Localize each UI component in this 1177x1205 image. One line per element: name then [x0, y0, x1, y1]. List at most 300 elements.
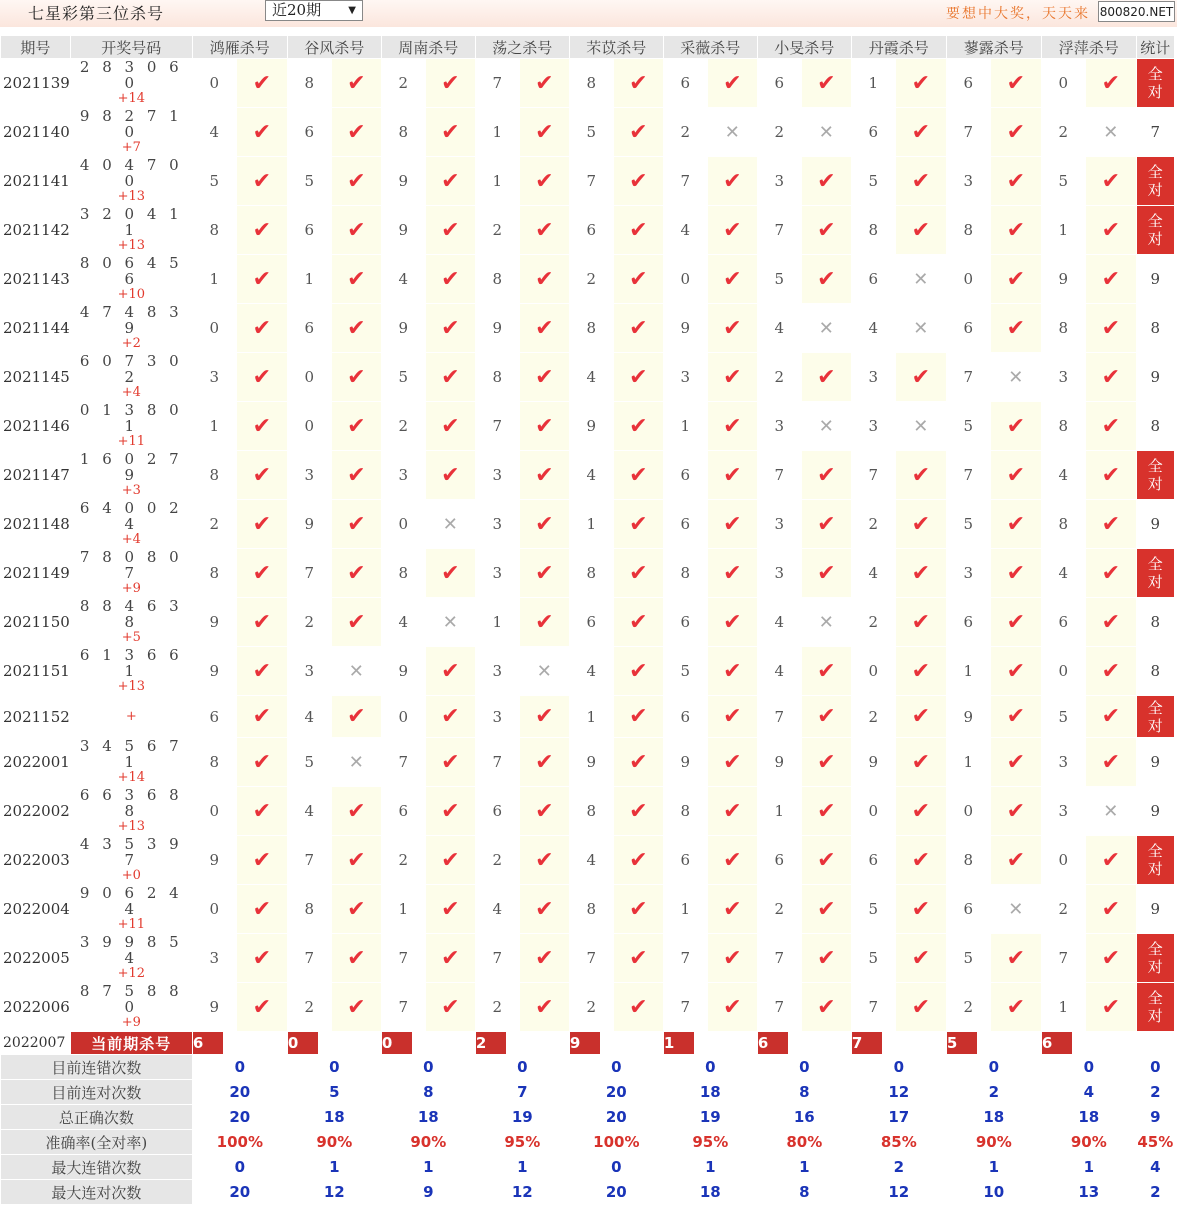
check-icon: ✔	[1101, 462, 1121, 488]
result-cell	[707, 738, 757, 787]
draw-sum: +4	[121, 532, 141, 547]
promo-banner[interactable]: 要想中大奖，天天来	[946, 6, 1090, 22]
summary-value: 90%	[381, 1130, 475, 1155]
kill-number: 2	[381, 59, 425, 108]
kill-number: 4	[851, 549, 895, 598]
check-icon: ✔	[1006, 994, 1026, 1020]
site-badge[interactable]: 800820.NET	[1098, 1, 1175, 22]
result-cell	[707, 402, 757, 451]
result-cell	[425, 647, 475, 696]
check-icon: ✔	[817, 511, 836, 537]
draw-cell	[70, 549, 192, 598]
check-icon: ✔	[535, 945, 554, 971]
period-cell: 2021144	[1, 304, 71, 353]
result-cell	[801, 934, 851, 983]
summary-value: 12	[851, 1180, 946, 1205]
kill-number: 3	[381, 451, 425, 500]
check-icon: ✔	[817, 798, 836, 824]
result-cell	[801, 255, 851, 304]
check-icon: ✔	[629, 749, 648, 775]
summary-value: 20	[569, 1080, 663, 1105]
current-kill-number: 9	[570, 1032, 600, 1054]
result-cell	[801, 402, 851, 451]
result-cell	[519, 353, 569, 402]
result-cell	[236, 549, 287, 598]
check-icon: ✔	[723, 70, 742, 96]
kill-number: 8	[569, 787, 613, 836]
result-cell	[519, 59, 569, 108]
draw-cell	[70, 108, 192, 157]
check-icon: ✔	[535, 217, 554, 243]
period-cell: 2022002	[1, 787, 71, 836]
check-icon: ✔	[817, 658, 836, 684]
result-cell	[895, 696, 946, 738]
kill-number: 8	[475, 353, 519, 402]
kill-number: 7	[569, 934, 613, 983]
kill-number: 8	[192, 206, 236, 255]
kill-number: 4	[569, 451, 613, 500]
draw-digits: 2 8 3 0 6 0	[79, 58, 183, 92]
result-cell	[331, 983, 381, 1032]
summary-value: 4	[1041, 1080, 1136, 1105]
summary-value: 18	[663, 1080, 757, 1105]
stat-cell: 9	[1136, 787, 1174, 836]
all-right-badge: 全对	[1136, 59, 1174, 108]
cross-icon: ✕	[1103, 121, 1119, 143]
result-cell	[519, 787, 569, 836]
result-cell	[895, 157, 946, 206]
check-icon: ✔	[347, 896, 366, 922]
stat-cell: 9	[1136, 353, 1174, 402]
stat-cell: 9	[1136, 885, 1174, 934]
check-icon: ✔	[1006, 266, 1026, 292]
check-icon: ✔	[535, 896, 554, 922]
check-icon: ✔	[911, 217, 931, 243]
result-cell	[1085, 157, 1136, 206]
kill-number: 5	[946, 934, 990, 983]
table-row	[1, 402, 1175, 451]
kill-number: 2	[851, 598, 895, 647]
check-icon: ✔	[911, 847, 931, 873]
check-icon: ✔	[347, 217, 366, 243]
check-icon: ✔	[441, 217, 460, 243]
stat-cell: 7	[1136, 108, 1174, 157]
current-kill-number: 2	[476, 1032, 506, 1054]
draw-cell	[70, 59, 192, 108]
current-kill-cell	[851, 1032, 946, 1055]
result-cell	[895, 598, 946, 647]
summary-value: 9	[381, 1180, 475, 1205]
result-cell	[895, 451, 946, 500]
result-cell	[707, 255, 757, 304]
check-icon: ✔	[441, 749, 460, 775]
result-cell	[425, 108, 475, 157]
kill-number: 7	[287, 549, 331, 598]
period-cell: 2021151	[1, 647, 71, 696]
check-icon: ✔	[723, 994, 742, 1020]
column-header-expert[interactable]: 丹霞杀号	[851, 36, 946, 59]
result-cell	[990, 738, 1041, 787]
check-icon: ✔	[347, 798, 366, 824]
kill-number: 2	[569, 983, 613, 1032]
kill-number: 2	[663, 108, 707, 157]
summary-value: 8	[381, 1080, 475, 1105]
draw-digits: 6 4 0 0 2 4	[79, 499, 183, 533]
result-cell	[236, 255, 287, 304]
result-cell	[895, 647, 946, 696]
summary-value: 0	[663, 1055, 757, 1080]
kill-number: 4	[475, 885, 519, 934]
check-icon: ✔	[535, 994, 554, 1020]
check-icon: ✔	[723, 462, 742, 488]
check-icon: ✔	[252, 704, 272, 729]
check-icon: ✔	[911, 609, 931, 635]
result-cell	[236, 451, 287, 500]
result-cell	[331, 353, 381, 402]
check-icon: ✔	[441, 560, 460, 586]
check-icon: ✔	[1006, 168, 1026, 194]
check-icon: ✔	[1101, 70, 1121, 96]
result-cell	[236, 206, 287, 255]
check-icon: ✔	[1101, 560, 1121, 586]
kill-number: 3	[475, 549, 519, 598]
result-cell	[613, 738, 663, 787]
kill-number: 6	[663, 598, 707, 647]
result-cell	[331, 598, 381, 647]
stat-cell: 8	[1136, 304, 1174, 353]
result-cell	[425, 157, 475, 206]
kill-number: 3	[757, 157, 801, 206]
cross-icon: ✕	[1008, 898, 1024, 920]
result-cell	[236, 738, 287, 787]
result-cell	[990, 206, 1041, 255]
result-cell	[519, 885, 569, 934]
check-icon: ✔	[1101, 609, 1121, 635]
summary-value: 16	[757, 1105, 851, 1130]
check-icon: ✔	[1006, 945, 1026, 971]
kill-number: 4	[663, 206, 707, 255]
check-icon: ✔	[535, 168, 554, 194]
cross-icon: ✕	[1103, 800, 1119, 822]
table-row	[1, 647, 1175, 696]
kill-number: 7	[757, 983, 801, 1032]
kill-number: 3	[946, 549, 990, 598]
kill-number: 7	[663, 934, 707, 983]
period-cell: 2022005	[1, 934, 71, 983]
kill-number: 5	[1041, 696, 1085, 738]
draw-digits: 9 0 6 2 4 4	[79, 884, 183, 918]
summary-value: 5	[287, 1080, 381, 1105]
check-icon: ✔	[629, 847, 648, 873]
kill-number: 4	[192, 108, 236, 157]
check-icon: ✔	[1101, 704, 1121, 729]
result-cell	[707, 836, 757, 885]
draw-sum: +13	[117, 679, 146, 694]
cross-icon: ✕	[913, 415, 929, 437]
kill-number: 7	[569, 157, 613, 206]
kill-number: 1	[475, 108, 519, 157]
current-kill-number: 1	[664, 1032, 694, 1054]
draw-digits: 8 0 6 4 5 6	[79, 254, 183, 288]
draw-cell	[70, 353, 192, 402]
result-cell	[990, 885, 1041, 934]
result-cell	[801, 353, 851, 402]
kill-number: 1	[475, 157, 519, 206]
period-cell: 2021148	[1, 500, 71, 549]
check-icon: ✔	[629, 413, 648, 439]
kill-number: 1	[1041, 206, 1085, 255]
kill-number: 8	[1041, 500, 1085, 549]
check-icon: ✔	[441, 994, 460, 1020]
summary-value: 0	[192, 1155, 287, 1180]
kill-number: 2	[287, 598, 331, 647]
result-cell	[331, 108, 381, 157]
check-icon: ✔	[817, 70, 836, 96]
summary-value: 1	[663, 1155, 757, 1180]
cross-icon: ✕	[348, 660, 364, 682]
draw-cell	[70, 738, 192, 787]
check-icon: ✔	[723, 364, 742, 390]
result-cell	[1085, 59, 1136, 108]
result-cell	[613, 108, 663, 157]
kill-number: 8	[381, 108, 425, 157]
summary-value: 0	[381, 1055, 475, 1080]
result-cell	[990, 647, 1041, 696]
check-icon: ✔	[817, 945, 836, 971]
kill-number: 1	[1041, 983, 1085, 1032]
summary-stat: 9	[1136, 1105, 1174, 1130]
check-icon: ✔	[629, 70, 648, 96]
column-header-expert[interactable]: 荡之杀号	[475, 36, 569, 59]
kill-number: 8	[192, 549, 236, 598]
kill-number: 9	[192, 598, 236, 647]
draw-sum: +7	[121, 140, 141, 155]
kill-number: 0	[381, 500, 425, 549]
summary-value: 7	[475, 1080, 569, 1105]
kill-number: 0	[851, 647, 895, 696]
kill-number: 6	[475, 787, 519, 836]
result-cell	[1085, 255, 1136, 304]
result-cell	[1085, 885, 1136, 934]
result-cell	[895, 549, 946, 598]
check-icon: ✔	[629, 315, 648, 341]
check-icon: ✔	[1101, 896, 1121, 922]
kill-number: 1	[851, 59, 895, 108]
cross-icon: ✕	[913, 268, 929, 290]
period-cell: 2022003	[1, 836, 71, 885]
summary-row	[1, 1055, 1175, 1080]
check-icon: ✔	[1101, 266, 1121, 292]
result-cell	[613, 885, 663, 934]
kill-number: 4	[569, 353, 613, 402]
check-icon: ✔	[441, 945, 460, 971]
kill-number: 4	[1041, 451, 1085, 500]
check-icon: ✔	[347, 704, 366, 729]
current-kill-cell	[663, 1032, 757, 1055]
check-icon: ✔	[252, 168, 272, 194]
check-icon: ✔	[629, 609, 648, 635]
result-cell	[990, 108, 1041, 157]
kill-number: 2	[475, 983, 519, 1032]
check-icon: ✔	[252, 560, 272, 586]
check-icon: ✔	[441, 119, 460, 145]
summary-value: 100%	[192, 1130, 287, 1155]
summary-value: 1	[475, 1155, 569, 1180]
kill-number: 2	[757, 353, 801, 402]
draw-cell	[70, 934, 192, 983]
period-select[interactable]	[265, 0, 363, 21]
kill-number: 0	[287, 402, 331, 451]
column-header-expert[interactable]: 蓼露杀号	[946, 36, 1041, 59]
period-cell: 2021140	[1, 108, 71, 157]
check-icon: ✔	[629, 798, 648, 824]
check-icon: ✔	[535, 413, 554, 439]
table-row	[1, 836, 1175, 885]
check-icon: ✔	[252, 364, 272, 390]
summary-label: 目前连对次数	[1, 1080, 193, 1105]
result-cell	[990, 836, 1041, 885]
all-right-badge: 全对	[1136, 836, 1174, 885]
check-icon: ✔	[1101, 315, 1121, 341]
column-header-expert[interactable]: 谷风杀号	[287, 36, 381, 59]
kill-number: 7	[475, 402, 519, 451]
result-cell	[236, 787, 287, 836]
kill-number: 0	[1041, 647, 1085, 696]
kill-number: 7	[851, 451, 895, 500]
table-row	[1, 451, 1175, 500]
draw-sum: +12	[117, 966, 146, 981]
column-header-expert[interactable]: 鸿雁杀号	[192, 36, 287, 59]
kill-number: 4	[287, 787, 331, 836]
check-icon: ✔	[1006, 119, 1026, 145]
kill-number: 5	[287, 738, 331, 787]
result-cell	[331, 304, 381, 353]
result-cell	[425, 255, 475, 304]
cross-icon: ✕	[818, 611, 834, 633]
kill-number: 8	[1041, 402, 1085, 451]
result-cell	[895, 738, 946, 787]
kill-number: 2	[946, 983, 990, 1032]
result-cell	[1085, 206, 1136, 255]
summary-value: 2	[851, 1155, 946, 1180]
kill-number: 6	[757, 836, 801, 885]
current-kill-number: 0	[382, 1032, 412, 1054]
result-cell	[425, 304, 475, 353]
kill-number: 8	[381, 549, 425, 598]
kill-number: 0	[192, 787, 236, 836]
result-cell	[1085, 549, 1136, 598]
check-icon: ✔	[252, 798, 272, 824]
check-icon: ✔	[1006, 462, 1026, 488]
kill-number: 4	[757, 598, 801, 647]
summary-value: 1	[381, 1155, 475, 1180]
kill-number: 6	[287, 206, 331, 255]
check-icon: ✔	[723, 315, 742, 341]
all-right-badge: 全对	[1136, 934, 1174, 983]
check-icon: ✔	[347, 168, 366, 194]
table-row	[1, 983, 1175, 1032]
result-cell	[519, 983, 569, 1032]
cross-icon: ✕	[536, 660, 552, 682]
check-icon: ✔	[252, 511, 272, 537]
check-icon: ✔	[252, 994, 272, 1020]
result-cell	[613, 598, 663, 647]
draw-digits: 7 8 0 8 0 7	[79, 548, 183, 582]
result-cell	[801, 885, 851, 934]
cross-icon: ✕	[724, 121, 740, 143]
column-header-expert[interactable]: 采薇杀号	[663, 36, 757, 59]
period-cell: 2021139	[1, 59, 71, 108]
result-cell	[613, 836, 663, 885]
result-cell	[236, 304, 287, 353]
check-icon: ✔	[441, 658, 460, 684]
table-row	[1, 500, 1175, 549]
check-icon: ✔	[1006, 704, 1026, 729]
check-icon: ✔	[535, 364, 554, 390]
table-row	[1, 157, 1175, 206]
draw-sum: +11	[117, 917, 146, 932]
result-cell	[331, 157, 381, 206]
result-cell	[801, 108, 851, 157]
check-icon: ✔	[1101, 847, 1121, 873]
kill-number: 6	[851, 108, 895, 157]
draw-cell	[70, 836, 192, 885]
column-header-expert[interactable]: 芣苡杀号	[569, 36, 663, 59]
result-cell	[801, 598, 851, 647]
draw-sum: +5	[121, 630, 141, 645]
kill-number: 9	[1041, 255, 1085, 304]
check-icon: ✔	[1101, 413, 1121, 439]
result-cell	[801, 836, 851, 885]
column-header-expert[interactable]: 小旻杀号	[757, 36, 851, 59]
result-cell	[990, 255, 1041, 304]
column-header-expert[interactable]: 周南杀号	[381, 36, 475, 59]
kill-number: 2	[1041, 885, 1085, 934]
draw-cell	[70, 255, 192, 304]
result-cell	[331, 836, 381, 885]
result-cell	[1085, 787, 1136, 836]
kill-number: 4	[381, 255, 425, 304]
current-kill-cell	[381, 1032, 475, 1055]
check-icon: ✔	[911, 658, 931, 684]
kill-number: 0	[381, 696, 425, 738]
kill-number: 8	[663, 549, 707, 598]
kill-number: 2	[475, 206, 519, 255]
check-icon: ✔	[441, 413, 460, 439]
summary-value: 90%	[287, 1130, 381, 1155]
check-icon: ✔	[347, 511, 366, 537]
kill-number: 8	[192, 451, 236, 500]
result-cell	[801, 787, 851, 836]
draw-digits: 6 6 3 6 8 8	[79, 786, 183, 820]
table-row	[1, 108, 1175, 157]
kill-number: 5	[569, 108, 613, 157]
draw-digits: 3 9 9 8 5 4	[79, 933, 183, 967]
check-icon: ✔	[629, 462, 648, 488]
result-cell	[1085, 451, 1136, 500]
cross-icon: ✕	[1008, 366, 1024, 388]
draw-sum: +9	[121, 581, 141, 596]
column-header-expert[interactable]: 浮萍杀号	[1041, 36, 1136, 59]
result-cell	[801, 451, 851, 500]
kill-number: 7	[757, 451, 801, 500]
result-cell	[425, 598, 475, 647]
kill-number: 3	[663, 353, 707, 402]
kill-number: 3	[287, 451, 331, 500]
result-cell	[331, 696, 381, 738]
check-icon: ✔	[817, 704, 836, 729]
summary-label: 准确率(全对率)	[1, 1130, 193, 1155]
